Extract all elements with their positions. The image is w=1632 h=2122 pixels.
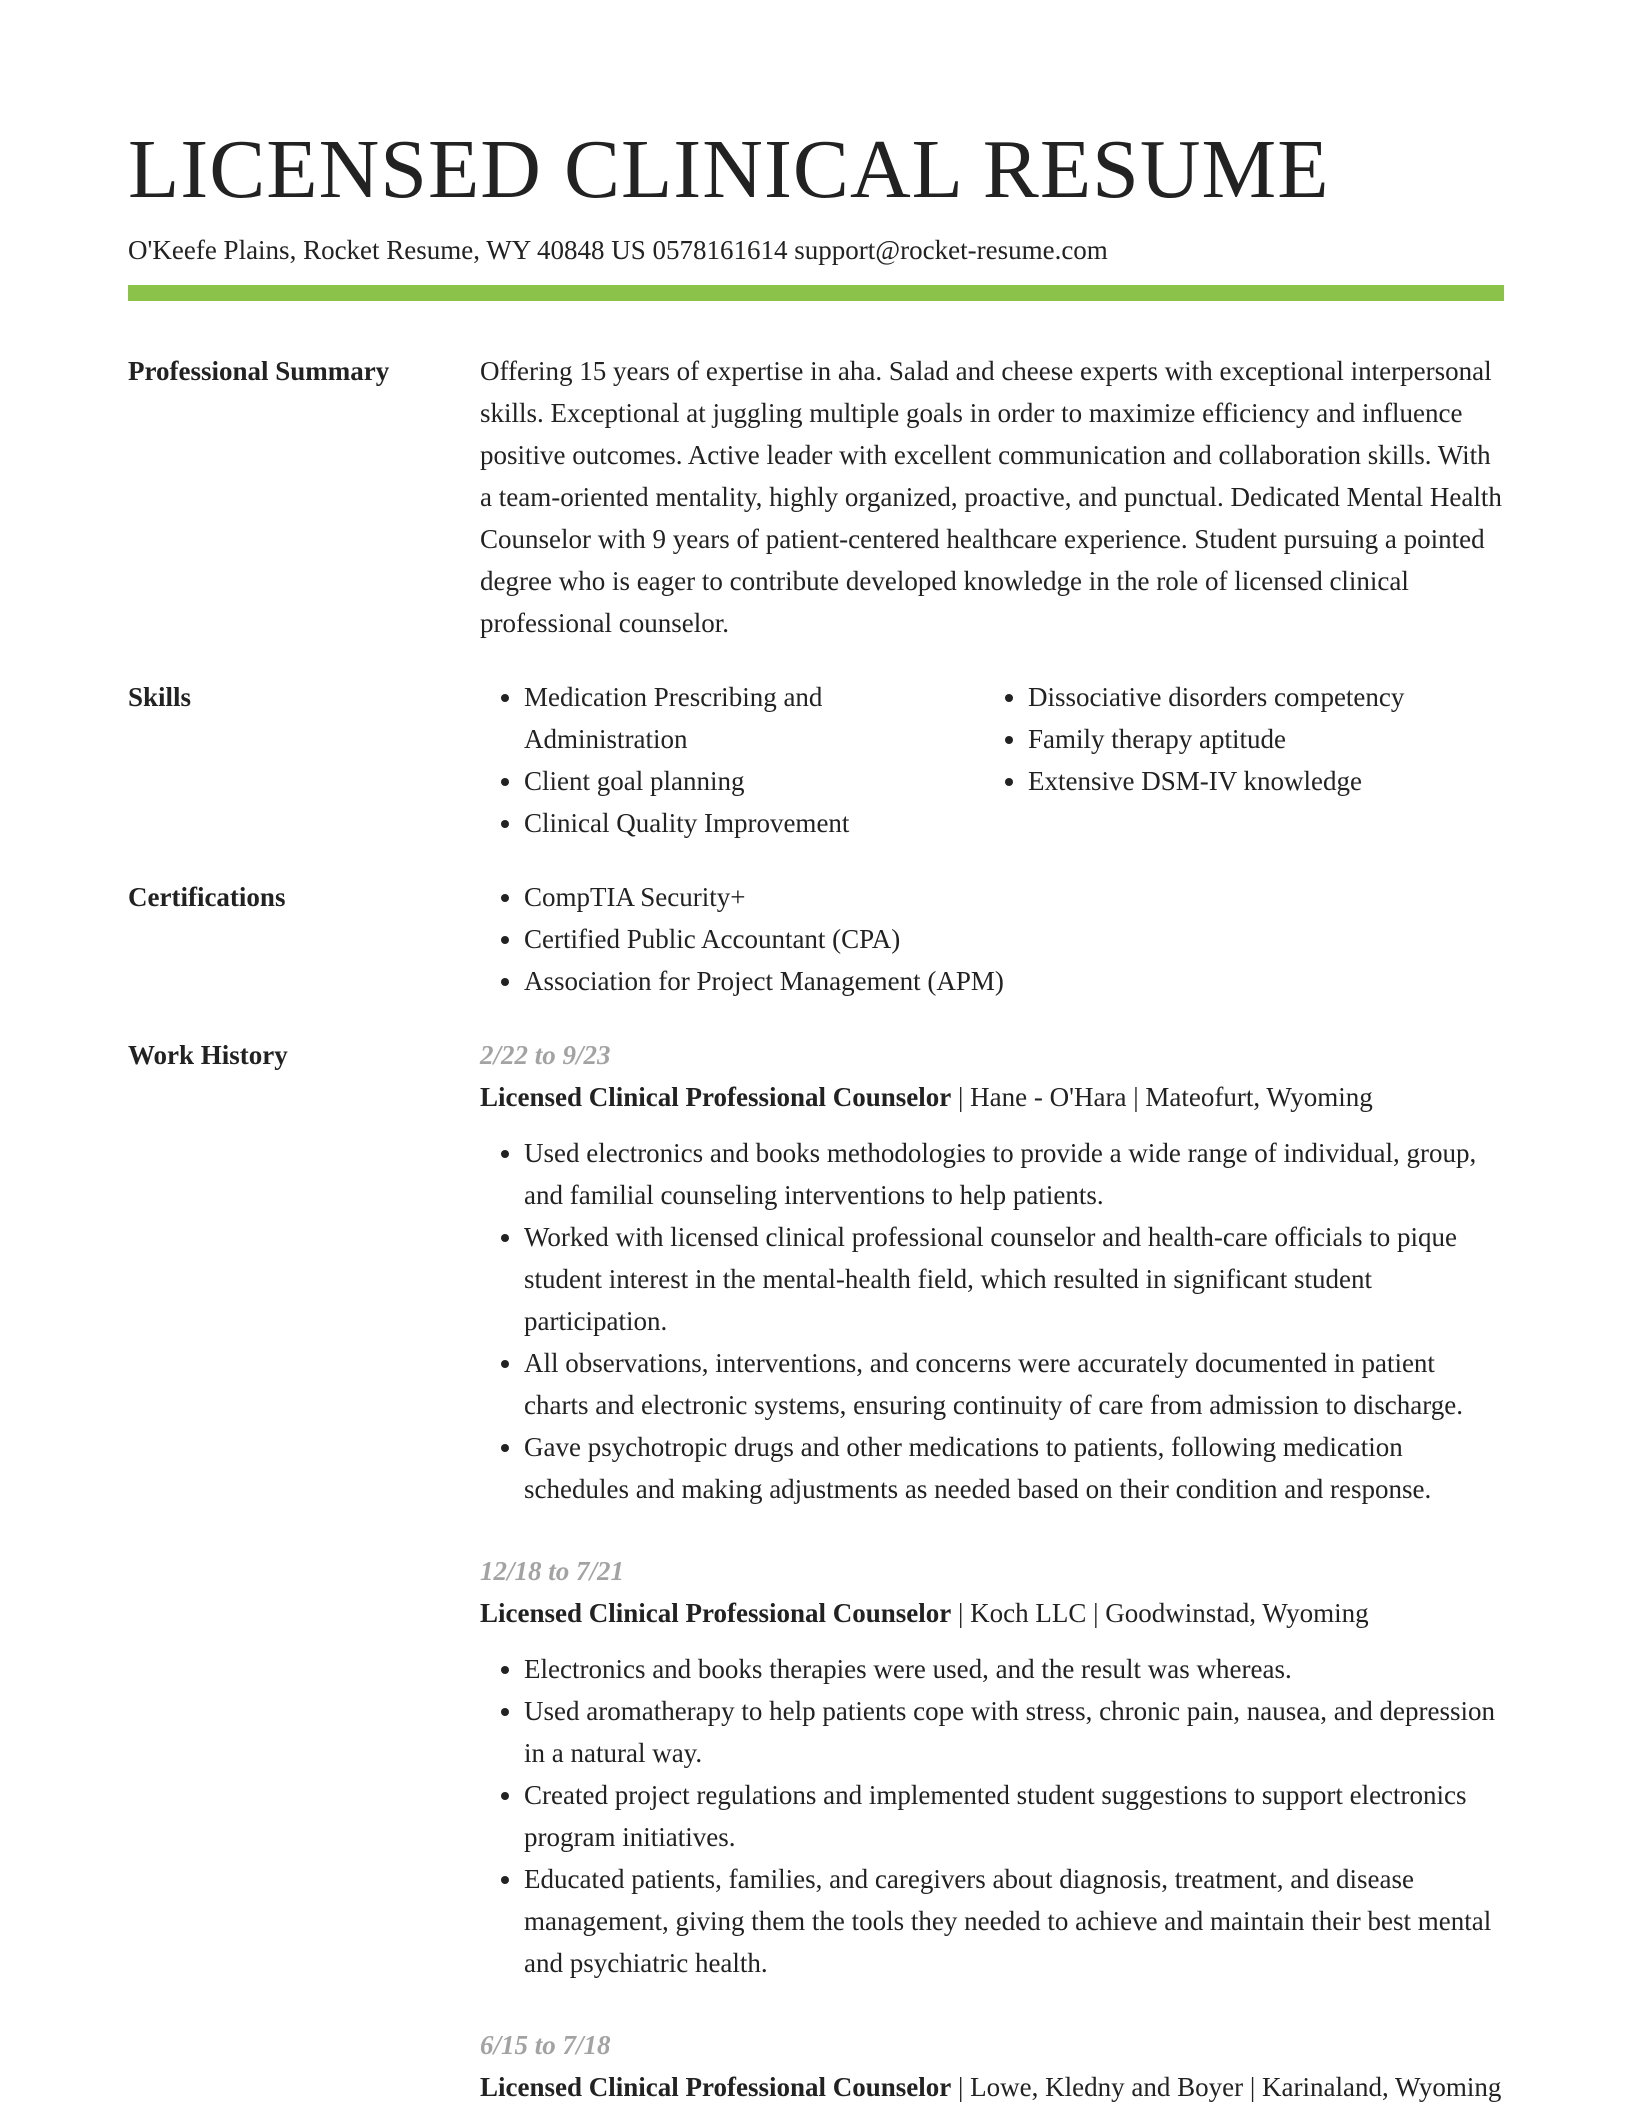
summary-label: Professional Summary — [128, 356, 390, 386]
summary-text: Offering 15 years of expertise in aha. Salad and cheese experts with exceptional interpersonal skills. Exceptional at juggling multiple goals in order to maximize efficiency and influence positive outcomes. Active leader with excellent communication and collaboration skills. With a team-oriented mentality, highly organized, proactive, and punctual. Dedicated Mental Health Counselor with 9 years of patient-centered healthcare experience. Student pursuing a pointed degree who is eager to contribute developed knowledge in the role of licensed clinical professional counselor. — [480, 356, 1502, 638]
job-details: | Koch LLC | Goodwinstad, Wyoming — [951, 1598, 1369, 1628]
skill-item: • Clinical Quality Improvement — [524, 802, 984, 844]
contact-line: O'Keefe Plains, Rocket Resume, WY 40848 US 0578161614 support@rocket-resume.com — [128, 235, 1108, 265]
job-bullet: • Gave psychotropic drugs and other medications to patients, following medication schedules and making adjustments as needed based on their condition and response. — [524, 1426, 1504, 1510]
certifications-label: Certifications — [128, 882, 286, 912]
job-heading — [480, 1592, 1504, 1634]
certification-item: • CompTIA Security+ — [524, 876, 1504, 918]
job-details: | Lowe, Kledny and Boyer | Karinaland, Wyoming — [951, 2072, 1502, 2102]
skills-column-2 — [984, 676, 1488, 844]
job-bullet: • Used aromatherapy to help patients cope with stress, chronic pain, nausea, and depression in a natural way. — [524, 1690, 1504, 1774]
work-history-label: Work History — [128, 1040, 288, 1070]
resume-title: LICENSED CLINICAL RESUME — [128, 123, 1330, 216]
job-bullet: • Worked with licensed clinical professional counselor and health-care officials to pique student interest in the mental-health field, which resulted in significant student participation. — [524, 1216, 1504, 1342]
job-entry — [480, 1550, 1504, 1984]
job-bullet: • All observations, interventions, and concerns were accurately documented in patient charts and electronic systems, ensuring continuity of care from admission to discharge. — [524, 1342, 1504, 1426]
job-bullet: • Created project regulations and implemented student suggestions to support electronics program initiatives. — [524, 1774, 1504, 1858]
skills-column-1 — [480, 676, 984, 844]
job-bullet: • Electronics and books therapies were used, and the result was whereas. — [524, 1648, 1504, 1690]
skills-label: Skills — [128, 682, 192, 712]
job-bullet: • Educated patients, families, and caregivers about diagnosis, treatment, and disease management, giving them the tools they needed to achieve and maintain their best mental and psychiatric health. — [524, 1858, 1504, 1984]
job-dates: 6/15 to 7/18 — [480, 2030, 611, 2060]
job-details: | Hane - O'Hara | Mateofurt, Wyoming — [951, 1082, 1373, 1112]
job-bullet: • Used electronics and books methodologies to provide a wide range of individual, group, and familial counseling interventions to help patients. — [524, 1132, 1504, 1216]
job-heading — [480, 2066, 1504, 2108]
job-dates: 12/18 to 7/21 — [480, 1556, 625, 1586]
skill-item: • Family therapy aptitude — [1028, 718, 1488, 760]
job-entry — [480, 2024, 1504, 2108]
certification-item: • Certified Public Accountant (CPA) — [524, 918, 1504, 960]
job-heading — [480, 1076, 1504, 1118]
job-entry — [480, 1034, 1504, 1510]
job-dates: 2/22 to 9/23 — [480, 1040, 611, 1070]
skill-item: • Dissociative disorders competency — [1028, 676, 1488, 718]
skill-item: • Extensive DSM-IV knowledge — [1028, 760, 1488, 802]
job-title: Licensed Clinical Professional Counselor — [480, 1598, 952, 1628]
job-title: Licensed Clinical Professional Counselor — [480, 2072, 952, 2102]
skill-item: • Client goal planning — [524, 760, 984, 802]
job-title: Licensed Clinical Professional Counselor — [480, 1082, 952, 1112]
skill-item: • Medication Prescribing and Administration — [524, 676, 984, 760]
accent-divider — [128, 285, 1504, 301]
certification-item: • Association for Project Management (APM) — [524, 960, 1504, 1002]
